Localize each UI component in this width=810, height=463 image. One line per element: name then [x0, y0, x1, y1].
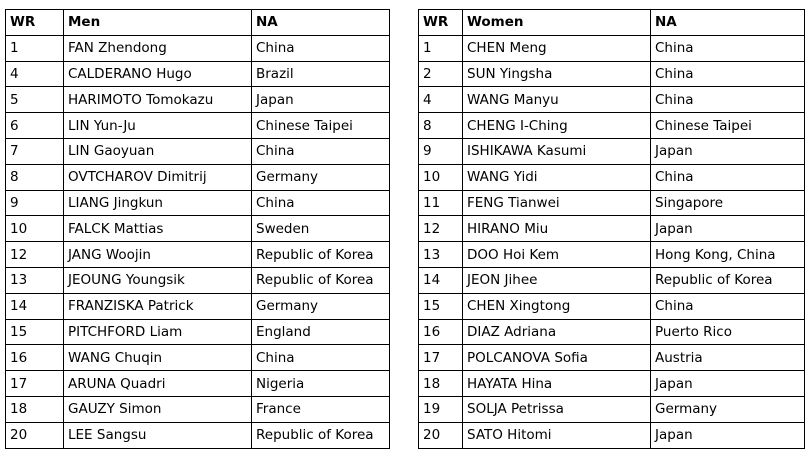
rank-cell: 18 — [419, 371, 463, 397]
nation-cell: England — [252, 319, 390, 345]
table-row — [419, 422, 805, 448]
rank-cell: 4 — [419, 87, 463, 113]
table-row — [6, 87, 390, 113]
player-name-cell: CHEN Xingtong — [463, 293, 651, 319]
rank-cell: 5 — [6, 87, 64, 113]
table-header-row — [419, 10, 805, 36]
rank-cell: 10 — [6, 216, 64, 242]
table-row — [419, 61, 805, 87]
table-row — [6, 35, 390, 61]
table-row — [419, 190, 805, 216]
player-name-cell: SUN Yingsha — [463, 61, 651, 87]
table-row — [419, 371, 805, 397]
nation-cell: Chinese Taipei — [252, 113, 390, 139]
table-row — [6, 396, 390, 422]
nation-cell: Chinese Taipei — [651, 113, 805, 139]
nation-cell: Japan — [252, 87, 390, 113]
table-row — [6, 242, 390, 268]
table-row — [419, 138, 805, 164]
table-row — [6, 319, 390, 345]
nation-cell: Japan — [651, 371, 805, 397]
rank-cell: 14 — [419, 267, 463, 293]
player-name-cell: CALDERANO Hugo — [64, 61, 252, 87]
player-name-cell: HIRANO Miu — [463, 216, 651, 242]
player-name-cell: JEOUNG Youngsik — [64, 267, 252, 293]
table-row — [6, 190, 390, 216]
nation-cell: China — [651, 293, 805, 319]
rank-cell: 18 — [6, 396, 64, 422]
rank-cell: 9 — [6, 190, 64, 216]
nation-cell: Brazil — [252, 61, 390, 87]
player-name-cell: OVTCHAROV Dimitrij — [64, 164, 252, 190]
player-name-cell: JANG Woojin — [64, 242, 252, 268]
rank-cell: 7 — [6, 138, 64, 164]
nation-cell: Germany — [252, 293, 390, 319]
player-name-cell: FAN Zhendong — [64, 35, 252, 61]
player-name-cell: CHENG I-Ching — [463, 113, 651, 139]
rank-cell: 20 — [419, 422, 463, 448]
table-row — [419, 87, 805, 113]
player-name-cell: ARUNA Quadri — [64, 371, 252, 397]
nation-cell: Hong Kong, China — [651, 242, 805, 268]
nation-cell: Singapore — [651, 190, 805, 216]
nation-cell: Republic of Korea — [252, 267, 390, 293]
rank-cell: 11 — [419, 190, 463, 216]
table-row — [419, 345, 805, 371]
table-row — [6, 371, 390, 397]
men-ranking-table — [5, 9, 390, 449]
nation-cell: China — [252, 138, 390, 164]
rank-cell: 4 — [6, 61, 64, 87]
header-wr: WR — [419, 10, 463, 36]
player-name-cell: LEE Sangsu — [64, 422, 252, 448]
player-name-cell: PITCHFORD Liam — [64, 319, 252, 345]
rank-cell: 8 — [419, 113, 463, 139]
table-row — [6, 61, 390, 87]
player-name-cell: FRANZISKA Patrick — [64, 293, 252, 319]
table-row — [6, 267, 390, 293]
nation-cell: China — [252, 345, 390, 371]
table-row — [6, 345, 390, 371]
header-wr: WR — [6, 10, 64, 36]
player-name-cell: WANG Chuqin — [64, 345, 252, 371]
nation-cell: China — [651, 61, 805, 87]
nation-cell: China — [252, 35, 390, 61]
men-table-body — [6, 35, 390, 448]
rank-cell: 6 — [6, 113, 64, 139]
table-row — [419, 319, 805, 345]
table-row — [6, 138, 390, 164]
player-name-cell: DOO Hoi Kem — [463, 242, 651, 268]
player-name-cell: HAYATA Hina — [463, 371, 651, 397]
table-row — [6, 164, 390, 190]
player-name-cell: LIN Yun-Ju — [64, 113, 252, 139]
nation-cell: China — [651, 87, 805, 113]
table-row — [419, 164, 805, 190]
table-header-row — [6, 10, 390, 36]
rank-cell: 10 — [419, 164, 463, 190]
player-name-cell: SATO Hitomi — [463, 422, 651, 448]
player-name-cell: LIN Gaoyuan — [64, 138, 252, 164]
nation-cell: Puerto Rico — [651, 319, 805, 345]
nation-cell: Republic of Korea — [252, 242, 390, 268]
table-row — [419, 293, 805, 319]
table-row — [419, 216, 805, 242]
rank-cell: 15 — [6, 319, 64, 345]
nation-cell: Austria — [651, 345, 805, 371]
rank-cell: 20 — [6, 422, 64, 448]
player-name-cell: DIAZ Adriana — [463, 319, 651, 345]
rank-cell: 13 — [6, 267, 64, 293]
rank-cell: 13 — [419, 242, 463, 268]
nation-cell: Sweden — [252, 216, 390, 242]
table-row — [6, 422, 390, 448]
rank-cell: 2 — [419, 61, 463, 87]
rank-cell: 19 — [419, 396, 463, 422]
nation-cell: Germany — [252, 164, 390, 190]
header-name: Men — [64, 10, 252, 36]
rank-cell: 9 — [419, 138, 463, 164]
nation-cell: Japan — [651, 216, 805, 242]
player-name-cell: FENG Tianwei — [463, 190, 651, 216]
nation-cell: Japan — [651, 138, 805, 164]
player-name-cell: SOLJA Petrissa — [463, 396, 651, 422]
player-name-cell: JEON Jihee — [463, 267, 651, 293]
table-row — [419, 267, 805, 293]
nation-cell: Germany — [651, 396, 805, 422]
player-name-cell: HARIMOTO Tomokazu — [64, 87, 252, 113]
rank-cell: 8 — [6, 164, 64, 190]
table-row — [419, 35, 805, 61]
header-na: NA — [651, 10, 805, 36]
header-name: Women — [463, 10, 651, 36]
rank-cell: 1 — [419, 35, 463, 61]
nation-cell: China — [252, 190, 390, 216]
table-row — [6, 293, 390, 319]
nation-cell: Republic of Korea — [252, 422, 390, 448]
nation-cell: China — [651, 164, 805, 190]
player-name-cell: POLCANOVA Sofia — [463, 345, 651, 371]
player-name-cell: LIANG Jingkun — [64, 190, 252, 216]
nation-cell: Republic of Korea — [651, 267, 805, 293]
table-row — [6, 113, 390, 139]
rank-cell: 12 — [419, 216, 463, 242]
player-name-cell: FALCK Mattias — [64, 216, 252, 242]
rank-cell: 16 — [419, 319, 463, 345]
rank-cell: 14 — [6, 293, 64, 319]
player-name-cell: WANG Yidi — [463, 164, 651, 190]
nation-cell: France — [252, 396, 390, 422]
rank-cell: 1 — [6, 35, 64, 61]
player-name-cell: CHEN Meng — [463, 35, 651, 61]
women-table-body — [419, 35, 805, 448]
table-row — [419, 113, 805, 139]
header-na: NA — [252, 10, 390, 36]
rank-cell: 12 — [6, 242, 64, 268]
nation-cell: Nigeria — [252, 371, 390, 397]
player-name-cell: GAUZY Simon — [64, 396, 252, 422]
nation-cell: Japan — [651, 422, 805, 448]
nation-cell: China — [651, 35, 805, 61]
women-ranking-table — [418, 9, 805, 449]
rank-cell: 17 — [6, 371, 64, 397]
rank-cell: 16 — [6, 345, 64, 371]
rank-cell: 17 — [419, 345, 463, 371]
player-name-cell: ISHIKAWA Kasumi — [463, 138, 651, 164]
table-row — [419, 242, 805, 268]
player-name-cell: WANG Manyu — [463, 87, 651, 113]
table-row — [6, 216, 390, 242]
rank-cell: 15 — [419, 293, 463, 319]
table-row — [419, 396, 805, 422]
